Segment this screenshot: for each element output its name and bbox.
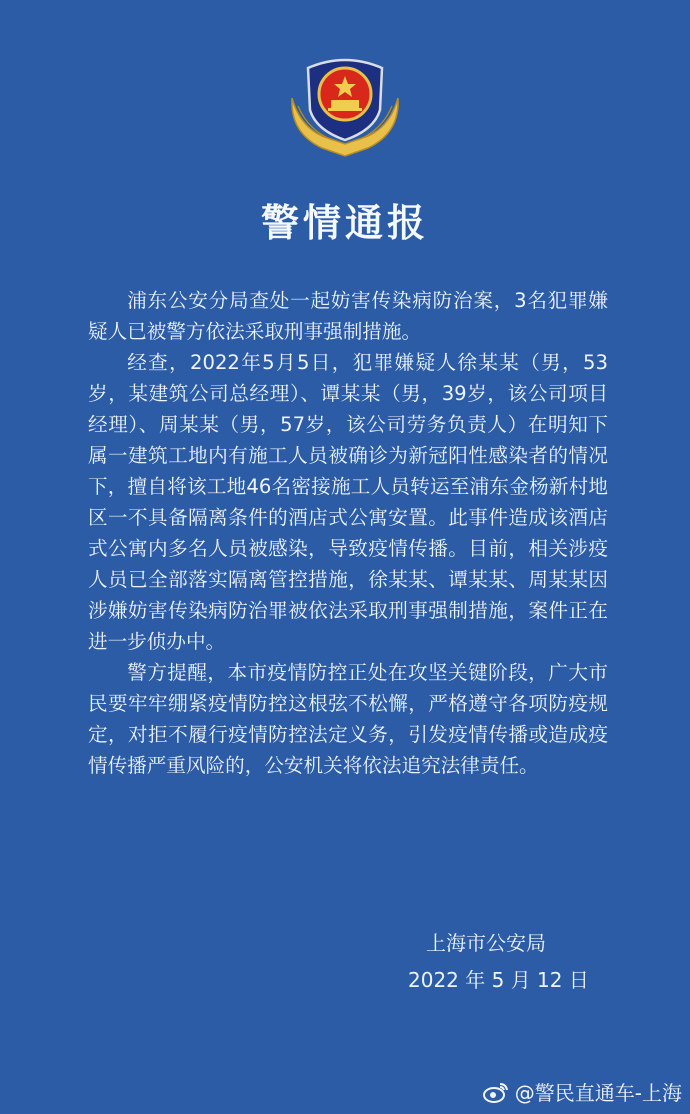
issue-date: 2022 年 5 月 12 日	[408, 968, 589, 992]
paragraph-investigation: 经查，2022年5月5日，犯罪嫌疑人徐某某（男，53岁，某建筑公司总经理）、谭某某（男，39岁，该公司项目经理）、周某某（男，57岁，该公司劳务负责人）在明知下属一建筑工地内有施工人员被确诊为新冠阳性感染者的情况下，擅自将该工地46名密接施工人员转运至浦东金杨新村地区一不具备隔离条件的酒店式公寓安置。此事件造成该酒店式公寓内多名人员被感染，导致疫情传播。目前，相关涉疫人员已全部落实隔离管控措施，徐某某、谭某某、周某某因涉嫌妨害传染病防治罪被依法采取刑事强制措施，案件正在进一步侦办中。	[88, 351, 608, 653]
watermark-text: @警民直通车-上海	[514, 1081, 682, 1105]
signature: 上海市公安局	[426, 931, 546, 955]
watermark	[483, 1077, 682, 1106]
paragraph-summary: 浦东公安分局查处一起妨害传染病防治案，3名犯罪嫌疑人已被警方依法采取刑事强制措施。	[88, 289, 608, 343]
weibo-icon	[483, 1081, 509, 1103]
paragraph-reminder: 警方提醒，本市疫情防控正处在攻坚关键阶段，广大市民要牢牢绷紧疫情防控这根弦不松懈，严格遵守各项防疫规定，对拒不履行疫情防控法定义务，引发疫情传播或造成疫情传播严重风险的，公安机关将依法追究法律责任。	[88, 661, 608, 777]
police-emblem-icon	[282, 48, 408, 158]
notice-body	[88, 285, 608, 781]
page-title: 警情通报	[260, 201, 429, 245]
